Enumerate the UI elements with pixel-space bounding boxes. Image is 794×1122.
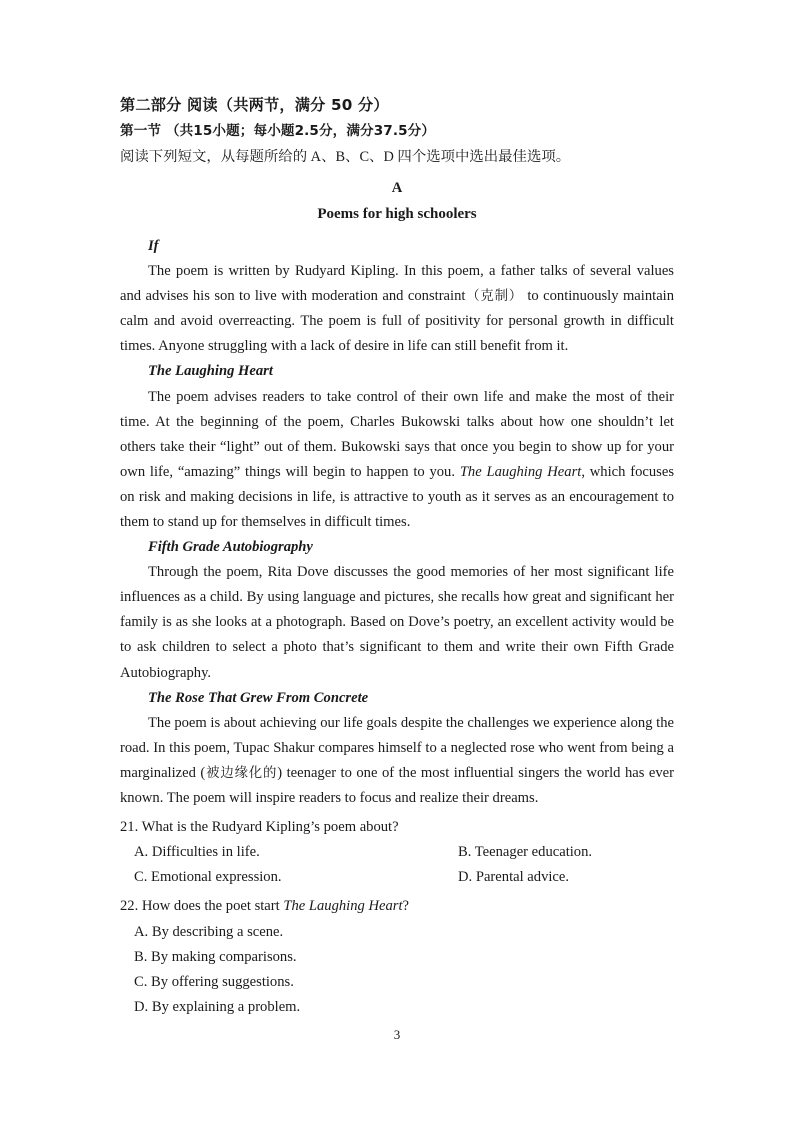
part-heading: 第二部分 阅读（共两节，满分 50 分）	[120, 96, 389, 114]
question-21-options-row-1	[120, 840, 674, 865]
question-22-option-c[interactable]: C. By offering suggestions.	[134, 973, 294, 990]
question-21-option-b[interactable]: B. Teenager education.	[458, 844, 593, 861]
section-instruction: 阅读下列短文，从每题所给的 A、B、C、D 四个选项中选出最佳选项。	[120, 148, 571, 165]
poem-title-if: If	[148, 237, 159, 254]
question-22-option-row-b	[120, 945, 674, 970]
question-22-stem-after: ?	[402, 898, 410, 915]
question-22-stem-italic: The Laughing Heart	[283, 898, 403, 915]
poem-title-fifth-grade: Fifth Grade Autobiography	[148, 539, 313, 556]
page-content	[120, 93, 674, 1020]
question-21-option-d[interactable]: D. Parental advice.	[458, 869, 570, 886]
poem-body-fifth-grade: Through the poem, Rita Dove discusses the good memories of her most significant life influences as a child. By using language and pictures, she recalls how great and significant her family is as she looks at a photograph. Based on Dove’s poetry, an excellent activity would be to ask children to select a photo that’s significant to them and write their own Fifth Grade Autobiography.	[120, 564, 674, 681]
section-heading: 第一节 （共15小题；每小题2.5分，满分37.5分）	[120, 122, 436, 139]
passage-title: Poems for high schoolers	[317, 206, 477, 223]
poem-body-rose-concrete	[120, 711, 674, 811]
question-22-option-row-c	[120, 970, 674, 995]
poem-body-if-text-before: The poem is written by Rudyard Kipling. In this poem, a father talks of several values and advises his son to live with moderation and constraint	[120, 263, 674, 305]
passage-letter: A	[391, 180, 403, 197]
poem-body-rose-text-before: The poem is about achieving our life goals despite the challenges we experience along the road. In this poem, Tupac Shakur compares himself to a neglected rose who went from being a marginalized (	[120, 714, 674, 781]
question-21-option-a[interactable]: A. Difficulties in life.	[134, 844, 260, 861]
question-21-stem: 21. What is the Rudyard Kipling’s poem about?	[120, 819, 399, 836]
question-22-stem	[120, 894, 674, 919]
poem-body-if-text-after: to continuously maintain calm and avoid overreacting. The poem is full of positivity for personal growth in difficult times. Anyone struggling with a lack of desire in life can still benefit from it.	[120, 288, 675, 355]
poem-body-rose-text-after: ) teenager to one of the most influential singers the world has ever known. The poem will inspire readers to focus and realize their dreams.	[120, 764, 674, 807]
poem-body-lh-text-after: , which focuses on risk and making decisions in life, is attractive to youth as it serves as an encouragement to them to stand up for themselves in difficult times.	[120, 463, 674, 530]
poem-body-lh-text-before: The poem advises readers to take control of their own life and make the most of their time. At the beginning of the poem, Charles Bukowski talks about how one shouldn’t let others take their “light” out of them. Bukowski says that once you begin to show up for your own life, “amazing” things will begin to happen to you.	[120, 388, 674, 480]
poem-body-laughing-heart	[120, 385, 674, 536]
question-22-option-d[interactable]: D. By explaining a problem.	[134, 998, 301, 1015]
question-21-option-c[interactable]: C. Emotional expression.	[134, 869, 282, 886]
question-22-option-row-d	[120, 995, 674, 1020]
question-21-options-row-2	[120, 865, 674, 890]
question-22-option-a[interactable]: A. By describing a scene.	[134, 923, 284, 940]
poem-title-laughing-heart: The Laughing Heart	[148, 363, 273, 380]
poem-title-rose-concrete: The Rose That Grew From Concrete	[148, 689, 369, 706]
page-number: 3	[393, 1027, 401, 1042]
poem-body-if	[120, 259, 674, 359]
poem-body-if-annotation: （克制）	[465, 289, 523, 305]
poem-body-rose-annotation: 被边缘化的	[205, 765, 278, 781]
poem-body-lh-italic-ref: The Laughing Heart	[459, 463, 582, 480]
question-22-stem-before: 22. How does the poet start	[120, 898, 284, 915]
question-22-option-b[interactable]: B. By making comparisons.	[134, 948, 297, 965]
question-22-option-row-a	[120, 920, 674, 945]
